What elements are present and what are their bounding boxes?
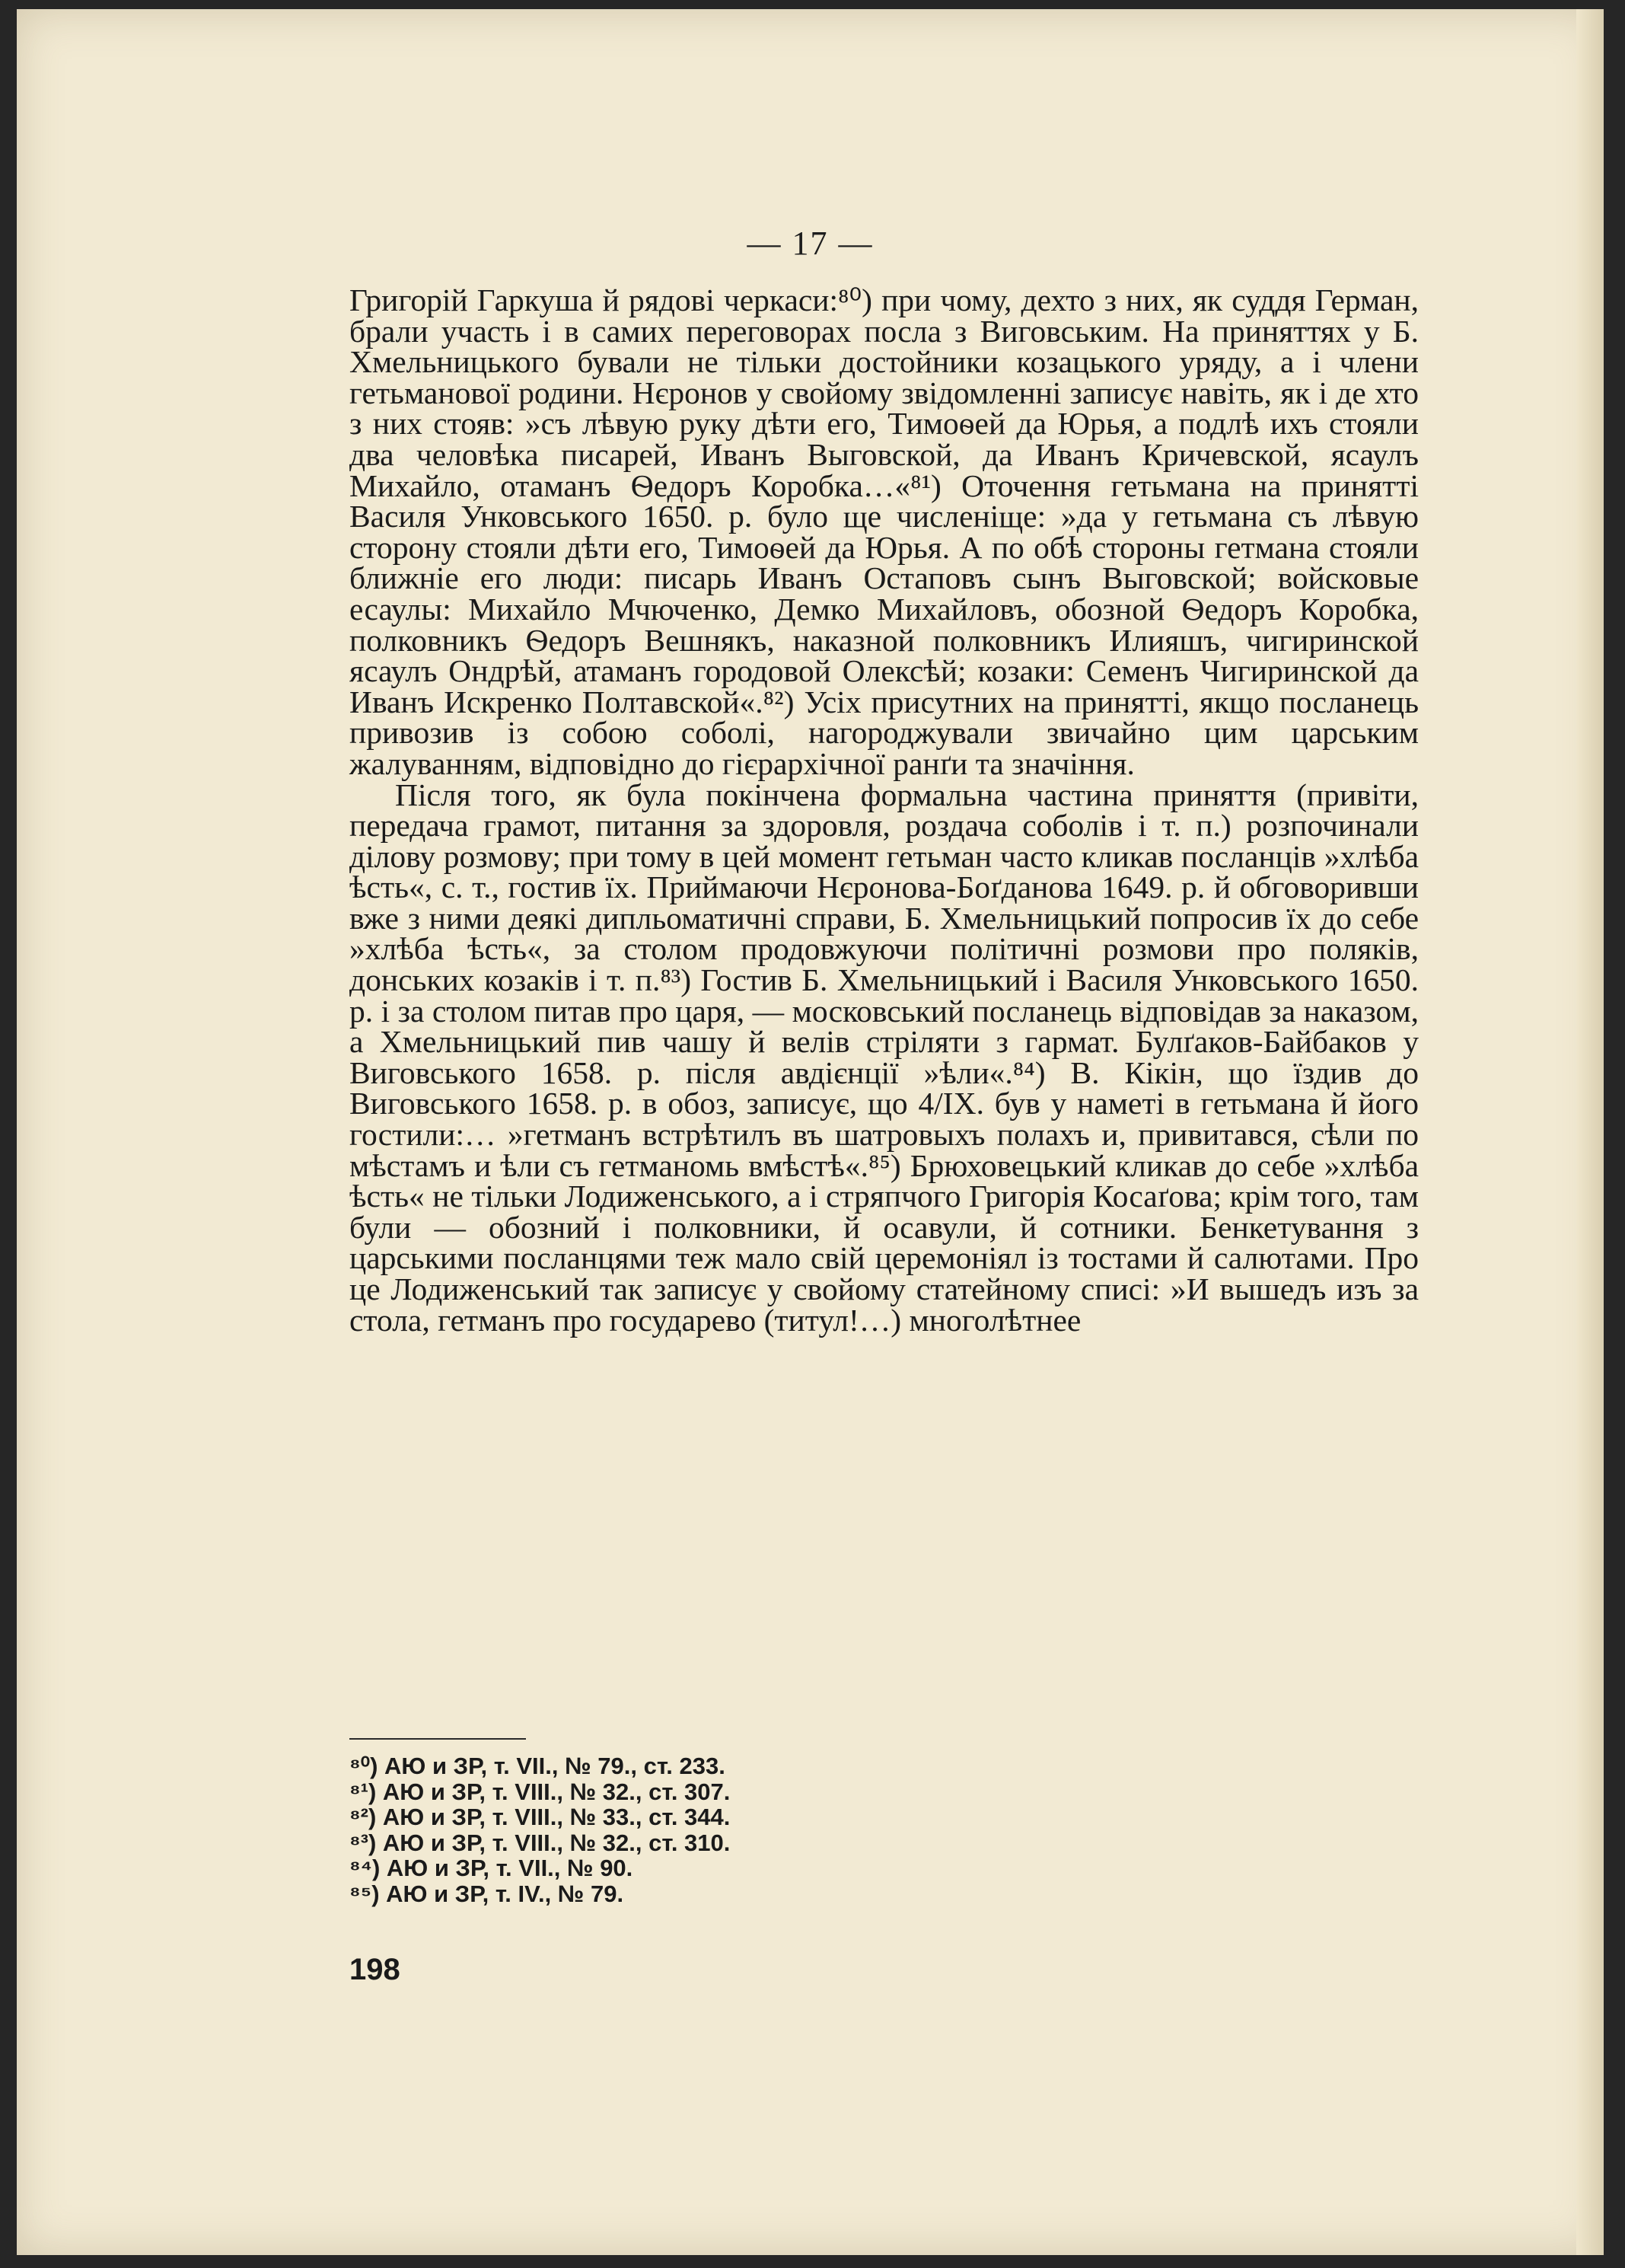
footnote: ⁸¹) АЮ и ЗР, т. VIII., № 32., ст. 307. [349, 1778, 731, 1805]
page-spine-shadow [1576, 9, 1604, 2255]
footnote: ⁸²) АЮ и ЗР, т. VIII., № 33., ст. 344. [349, 1804, 731, 1830]
page-number: — 17 — [747, 225, 874, 262]
footnote-divider [349, 1738, 526, 1740]
footnote: ⁸⁰) АЮ и ЗР, т. VII., № 79., ст. 233. [349, 1753, 725, 1779]
footnote: ⁸⁴) АЮ и ЗР, т. VII., № 90. [349, 1855, 633, 1881]
footnote: ⁸⁵) АЮ и ЗР, т. IV., № 79. [349, 1880, 624, 1907]
body-text [349, 282, 1419, 1338]
scanned-page [17, 9, 1604, 2255]
footnote: ⁸³) АЮ и ЗР, т. VIII., № 32., ст. 310. [349, 1829, 731, 1856]
footnotes [349, 1753, 730, 1906]
paragraph: Григорій Гаркуша й рядові черкаси:⁸⁰) при чому, дехто з них, як суддя Герман, брали участь і в самих переговорах посла з Виговським. На приняттях у Б. Хмельницького бували не тільки достойники козацького уряду, а і члени гетьманової родини. Нєронов у свойому звідомленні записує навіть, як і де хто з них стояв: »съ лѣвую руку дѣти его, Тимоѳей да Юрья, а подлѣ ихъ стояли два человѣка писарей, Иванъ Выговской, да Иванъ Кричевской, ясаулъ Михайло, отаманъ Ѳедоръ Коробка…«⁸¹) Оточення гетьмана на принятті Василя Унковського 1650. р. було ще численіще: »да у гетьмана съ лѣвую сторону стояли дѣти его, Тимоѳей да Юрья. А по обѣ стороны гетмана стояли ближніе его люди: писарь Иванъ Остаповъ сынъ Выговской; войсковые есаулы: Михайло Мчюченко, Демко Михайловъ, обозной Ѳедоръ Коробка, полковникъ Ѳедоръ Вешнякъ, наказной полковникъ Илияшъ, чигиринской ясаулъ Ондрѣй, атаманъ городовой Олексѣй; козаки: Семенъ Чигиринской да Иванъ Искренко Полтавской«.⁸²) Усіх присутних на принятті, якщо посланець привозив із собою соболі, нагороджували звичайно цим царським жалуванням, відповідно до гієрархічної ранґи та значіння. [349, 282, 1419, 781]
printer-signature: 198 [349, 1953, 400, 1986]
paragraph: Після того, як була покінчена формальна частина приняття (привіти, передача грамот, питання за здоровля, роздача соболів і т. п.) розпочинали ділову розмову; при тому в цей момент гетьман часто кликав посланців »хлѣба ѣсть«, с. т., гостив їх. Приймаючи Нєронова-Боґданова 1649. р. й обговоривши вже з ними деякі дипльоматичні справи, Б. Хмельницький попросив їх до себе »хлѣба ѣсть«, за столом продовжуючи політичні розмови про поляків, донських козаків і т. п.⁸³) Гостив Б. Хмельницький і Василя Унковського 1650. р. і за столом питав про царя, — московський посланець відповідав за наказом, а Хмельницький пив чашу й велів стріляти з гармат. Булґаков-Байбаков у Виговського 1658. р. після авдієнції »ѣли«.⁸⁴) В. Кікін, що їздив до Виговського 1658. р. в обоз, записує, що 4/IX. був у наметі в гетьмана й його гостили:… »гетманъ встрѣтилъ въ шатровыхъ полахъ и, привитався, сѣли по мѣстамъ и ѣли съ гетманомь вмѣстѣ«.⁸⁵) Брюховецький кликав до себе »хлѣба ѣсть« не тільки Лодиженського, а і стряпчого Григорія Косаґова; крім того, там були — обозний і полковники, й осавули, й сотники. Бенкетування з царськими посланцями теж мало свій церемоніял із тостами й салютами. Про це Лодиженський так записує у свойому статейному списі: »И вышедъ изъ за стола, гетманъ про государево (титул!…) многолѣтнее [349, 777, 1419, 1338]
